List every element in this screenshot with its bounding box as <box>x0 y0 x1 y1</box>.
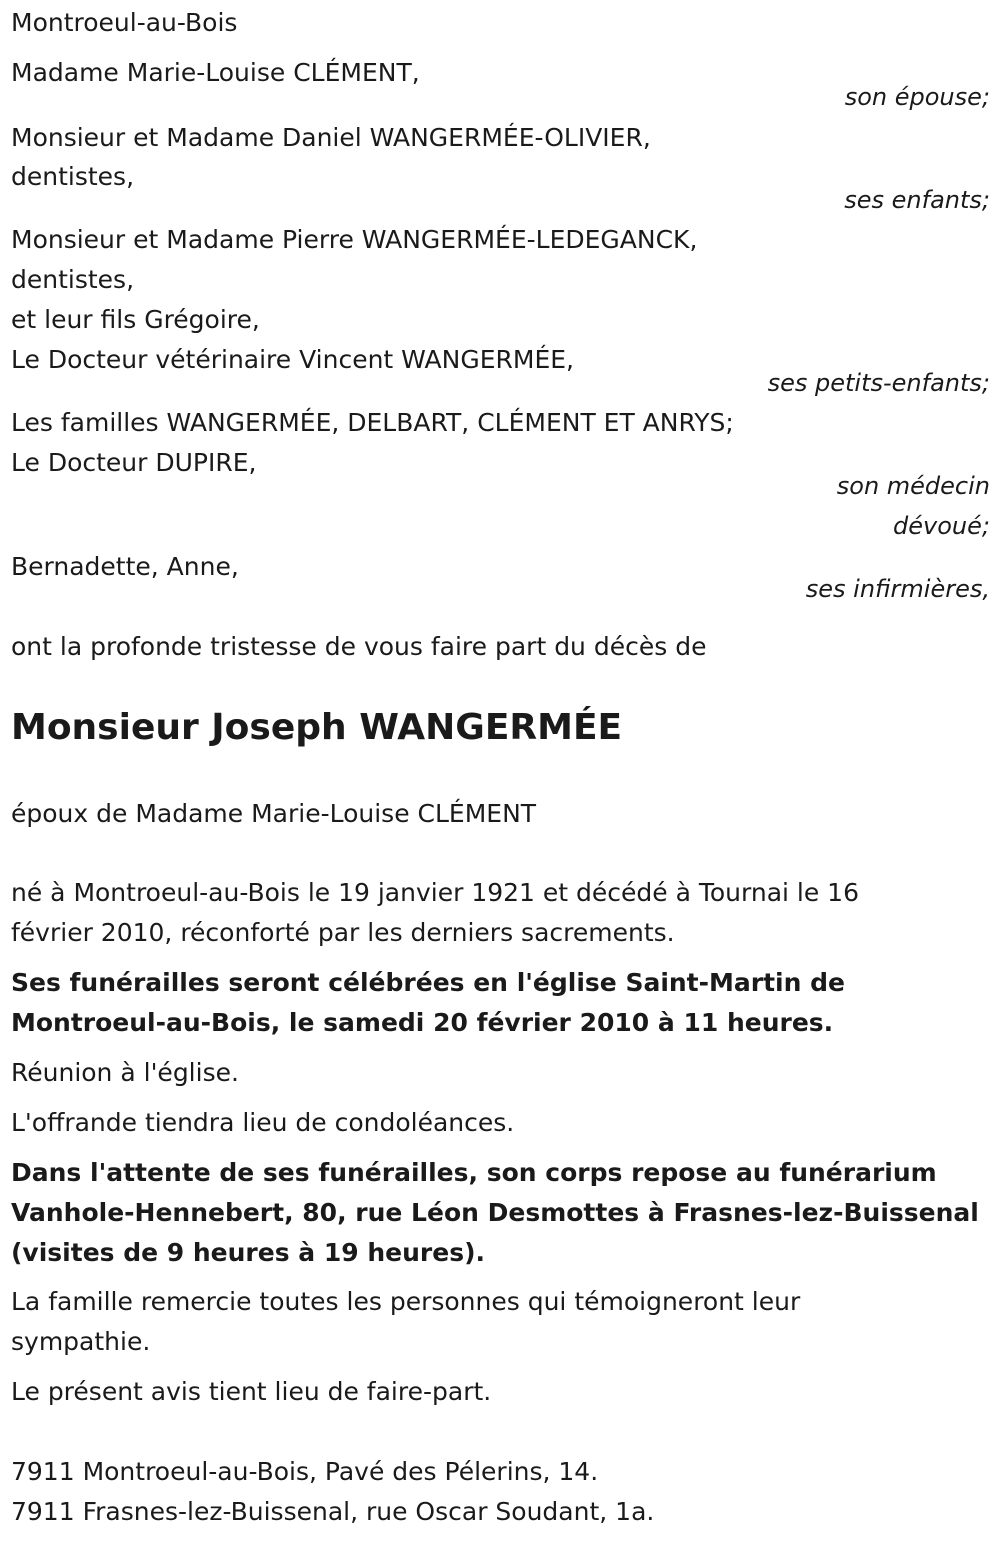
spouse-role: son épouse; <box>844 83 990 111</box>
address-1: 7911 Montroeul-au-Bois, Pavé des Pélerins, 14. <box>11 1457 599 1486</box>
children-1-occupation: dentistes, <box>11 162 135 191</box>
nurses: Bernadette, Anne, <box>11 552 239 581</box>
funeral-line-2: Montroeul-au-Bois, le samedi 20 février 2010 à 11 heures. <box>11 1008 834 1037</box>
repose-line-1: Dans l'attente de ses funérailles, son corps repose au funérarium <box>11 1158 937 1187</box>
notice: Le présent avis tient lieu de faire-part. <box>11 1377 492 1406</box>
nurses-role: ses infirmières, <box>805 575 990 603</box>
doctor-role-2: dévoué; <box>893 512 990 540</box>
deceased-name: Monsieur Joseph WANGERMÉE <box>11 707 623 748</box>
repose-line-3: (visites de 9 heures à 19 heures). <box>11 1238 486 1267</box>
grandchildren-role: ses petits-enfants; <box>767 369 990 397</box>
funeral-line-1: Ses funérailles seront célébrées en l'église Saint-Martin de <box>11 968 845 997</box>
announcement-intro: ont la profonde tristesse de vous faire part du décès de <box>11 632 707 661</box>
children-2-son: et leur fils Grégoire, <box>11 305 260 334</box>
meeting: Réunion à l'église. <box>11 1058 239 1087</box>
children-1-name: Monsieur et Madame Daniel WANGERMÉE-OLIVIER, <box>11 123 651 152</box>
doctor: Le Docteur DUPIRE, <box>11 448 257 477</box>
children-2-name: Monsieur et Madame Pierre WANGERMÉE-LEDEGANCK, <box>11 225 698 254</box>
thanks-line-2: sympathie. <box>11 1327 151 1356</box>
grandchild: Le Docteur vétérinaire Vincent WANGERMÉE, <box>11 345 574 374</box>
address-2: 7911 Frasnes-lez-Buissenal, rue Oscar Soudant, 1a. <box>11 1497 655 1526</box>
offering: L'offrande tiendra lieu de condoléances. <box>11 1108 515 1137</box>
place-heading: Montroeul-au-Bois <box>11 8 238 37</box>
doctor-role-1: son médecin <box>836 472 990 500</box>
families: Les familles WANGERMÉE, DELBART, CLÉMENT ET ANRYS; <box>11 408 734 437</box>
birth-death-line-1: né à Montroeul-au-Bois le 19 janvier 1921 et décédé à Tournai le 16 <box>11 878 859 907</box>
thanks-line-1: La famille remercie toutes les personnes qui témoigneront leur <box>11 1287 801 1316</box>
repose-line-2: Vanhole-Hennebert, 80, rue Léon Desmottes à Frasnes-lez-Buissenal <box>11 1198 979 1227</box>
spouse-name: Madame Marie-Louise CLÉMENT, <box>11 58 420 87</box>
children-2-occupation: dentistes, <box>11 265 135 294</box>
birth-death-line-2: février 2010, réconforté par les derniers sacrements. <box>11 918 675 947</box>
children-role: ses enfants; <box>844 186 990 214</box>
spouse-of: époux de Madame Marie-Louise CLÉMENT <box>11 799 537 828</box>
